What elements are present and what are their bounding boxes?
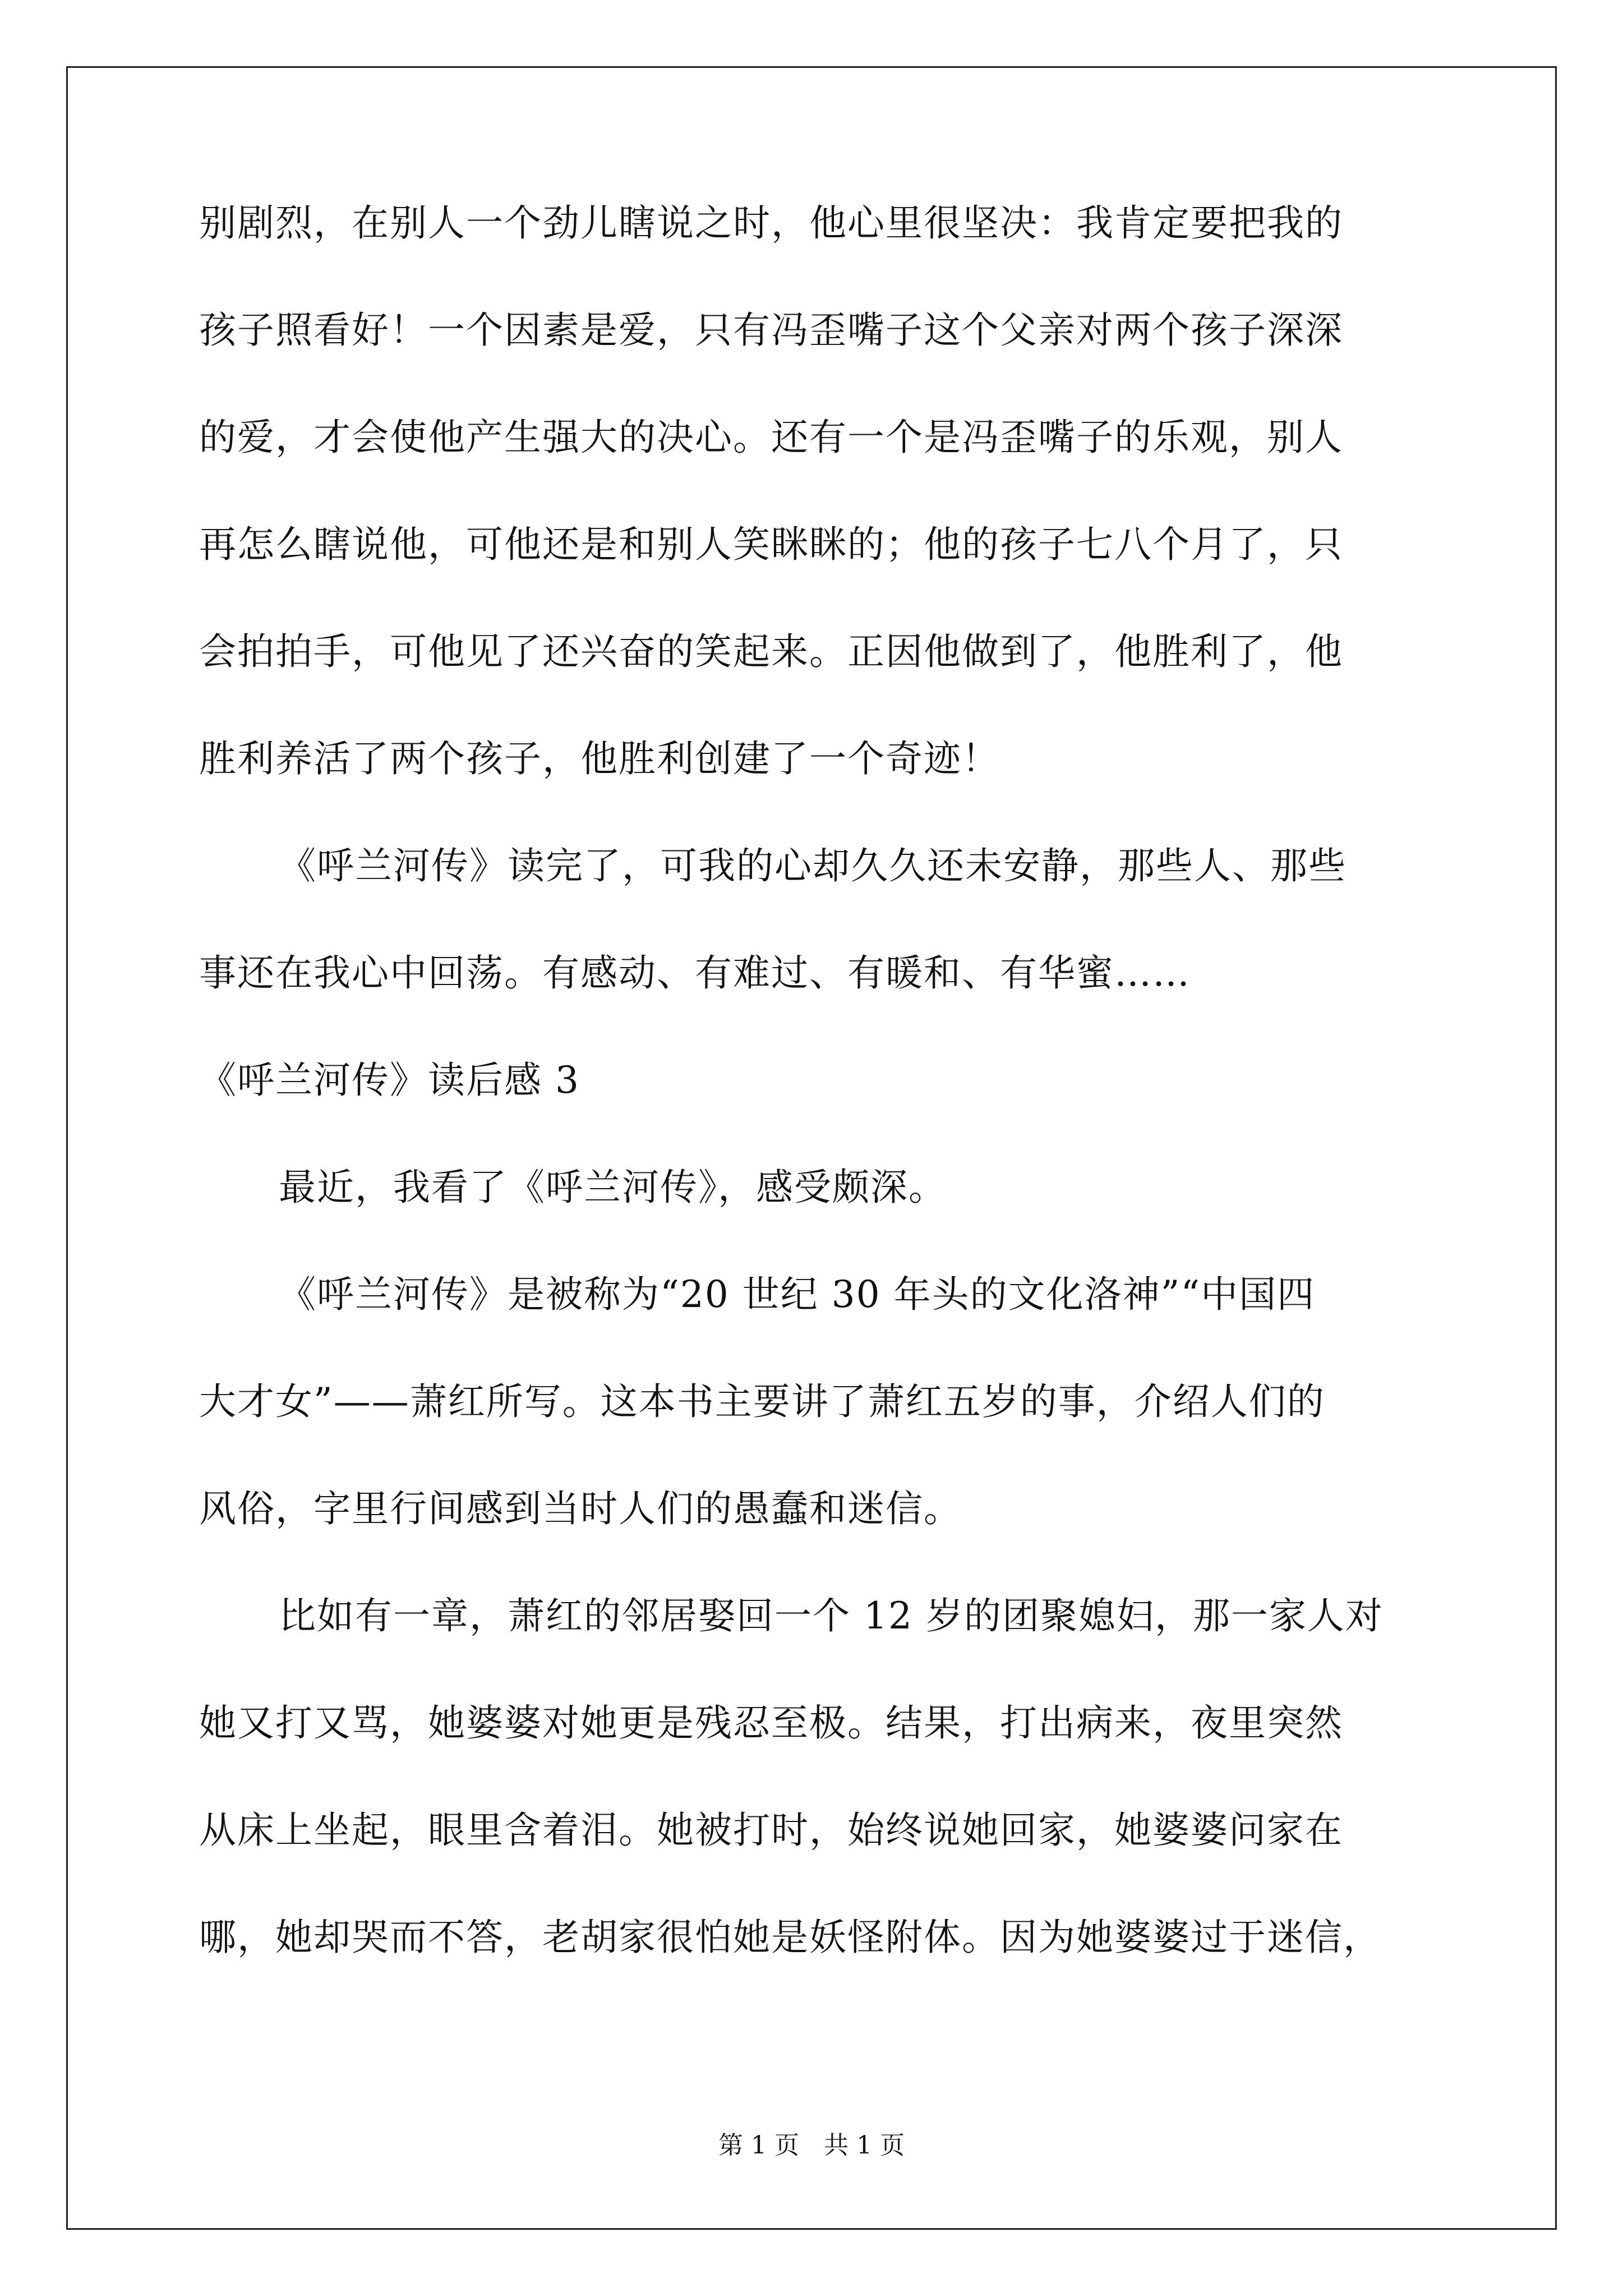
page-footer: 第 1 页 共 1 页	[718, 2131, 905, 2160]
body-line: 哪，她却哭而不答，老胡家很怕她是妖怪附体。因为她婆婆过于迷信，	[199, 1916, 1381, 1959]
body-line: 事还在我心中回荡。有感动、有难过、有暖和、有华蜜……	[199, 951, 1191, 995]
body-line: 她又打又骂，她婆婆对她更是残忍至极。结果，打出病来，夜里突然	[199, 1701, 1343, 1745]
document-body	[199, 201, 1433, 2026]
body-line: 从床上坐起，眼里含着泪。她被打时，始终说她回家，她婆婆问家在	[199, 1809, 1343, 1852]
body-line: 的爱，才会使他产生强大的决心。还有一个是冯歪嘴子的乐观，别人	[199, 416, 1343, 459]
body-line: 别剧烈，在别人一个劲儿瞎说之时，他心里很坚决：我肯定要把我的	[199, 201, 1343, 245]
paragraph-start: 比如有一章，萧红的邻居娶回一个 12 岁的团聚媳妇，那一家人对	[279, 1594, 1384, 1637]
body-line: 孩子照看好！一个因素是爱，只有冯歪嘴子这个父亲对两个孩子深深	[199, 309, 1343, 352]
body-line: 胜利养活了两个孩子，他胜利创建了一个奇迹！	[199, 737, 1000, 780]
section-heading: 《呼兰河传》读后感 3	[199, 1059, 580, 1102]
body-line: 风俗，字里行间感到当时人们的愚蠢和迷信。	[199, 1487, 962, 1530]
body-line: 大才女”——萧红所写。这本书主要讲了萧红五岁的事，介绍人们的	[199, 1380, 1325, 1423]
body-line: 再怎么瞎说他，可他还是和别人笑眯眯的；他的孩子七八个月了，只	[199, 523, 1343, 566]
body-line: 会拍拍手，可他见了还兴奋的笑起来。正因他做到了，他胜利了，他	[199, 630, 1343, 673]
paragraph-start: 《呼兰河传》读完了，可我的心却久久还未安静，那些人、那些	[279, 844, 1347, 887]
paragraph-start: 《呼兰河传》是被称为“20 世纪 30 年头的文化洛神”“中国四	[279, 1273, 1316, 1316]
paragraph-start: 最近，我看了《呼兰河传》，感受颇深。	[279, 1166, 947, 1209]
